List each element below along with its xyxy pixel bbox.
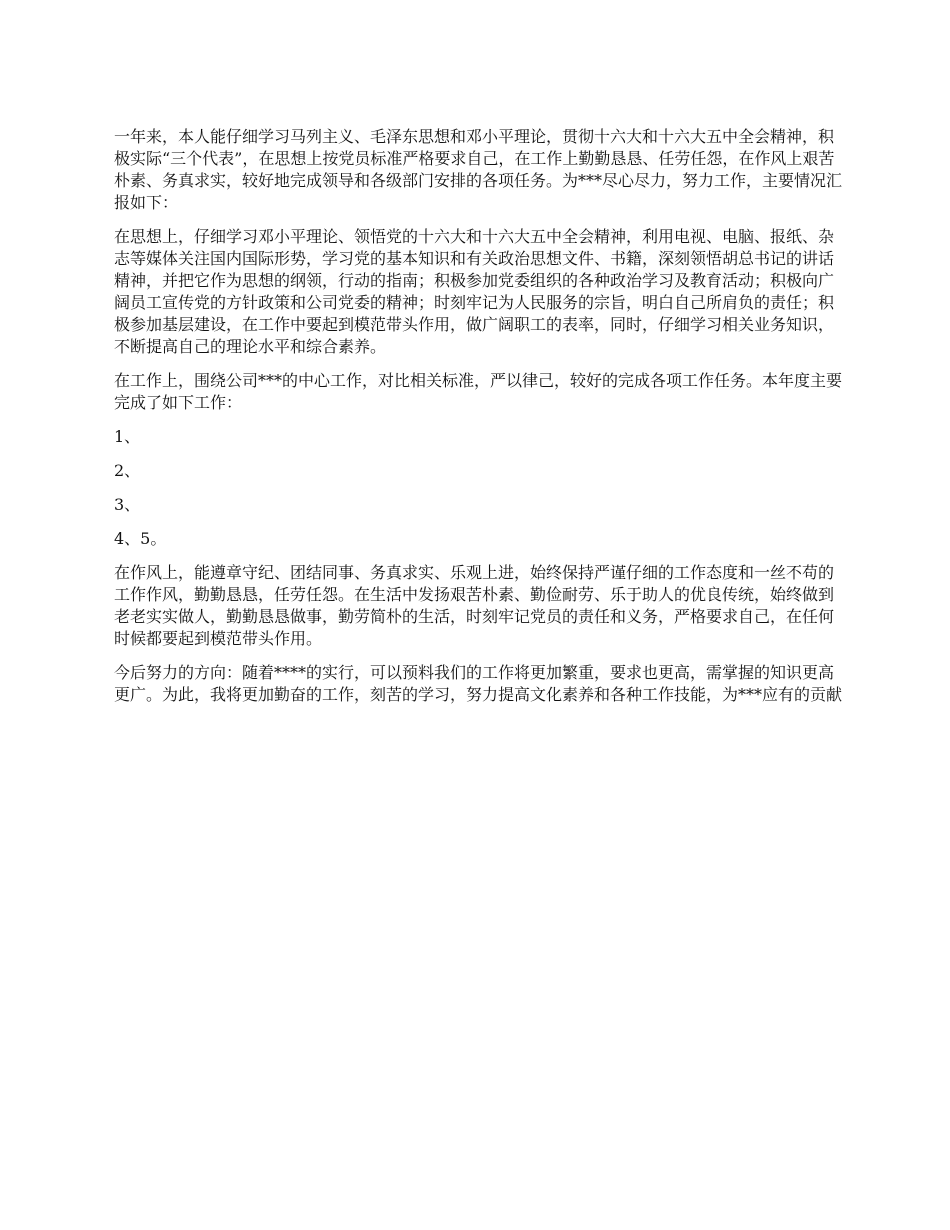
document-body bbox=[114, 126, 844, 718]
work-item-4-5: 4、5。 bbox=[114, 529, 167, 548]
work-paragraph: 在工作上，围绕公司***的中心工作，对比相关标准，严以律己，较好的完成各项工作任务。本年度主要完成了如下工作： bbox=[114, 371, 843, 412]
ideology-paragraph: 在思想上，仔细学习邓小平理论、领悟党的十六大和十六大五中全会精神，利用电视、电脑、报纸、杂志等媒体关注国内国际形势，学习党的基本知识和有关政治思想文件、书籍，深刻领悟胡总书记的讲话精神，并把它作为思想的纲领，行动的指南；积极参加党委组织的各种政治学习及教育活动；积极向广阔员工宣传党的方针政策和公司党委的精神；时刻牢记为人民服务的宗旨，明白自己所肩负的责任；积极参加基层建设，在工作中要起到模范带头作用，做广阔职工的表率，同时，仔细学习相关业务知识，不断提高自己的理论水平和综合素养。 bbox=[114, 227, 835, 356]
intro-paragraph: 一年来，本人能仔细学习马列主义、毛泽东思想和邓小平理论，贯彻十六大和十六大五中全会精神，积极实际“三个代表”，在思想上按党员标准严格要求自己，在工作上勤勤恳恳、任劳任怨，在作风上艰苦朴素、务真求实，较好地完成领导和各级部门安排的各项任务。为***尽心尽力，努力工作，主要情况汇报如下： bbox=[114, 127, 843, 212]
work-item-1: 1、 bbox=[114, 427, 141, 446]
conduct-paragraph: 在作风上，能遵章守纪、团结同事、务真求实、乐观上进，始终保持严谨仔细的工作态度和一丝不苟的工作作风，勤勤恳恳，任劳任怨。在生活中发扬艰苦朴素、勤俭耐劳、乐于助人的优良传统，始终做到老老实实做人，勤勤恳恳做事，勤劳简朴的生活，时刻牢记党员的责任和义务，严格要求自己，在任何时候都要起到模范带头作用。 bbox=[114, 563, 835, 648]
work-item-3: 3、 bbox=[114, 495, 141, 514]
work-item-2: 2、 bbox=[114, 461, 141, 480]
future-direction-paragraph: 今后努力的方向：随着****的实行，可以预料我们的工作将更加繁重，要求也更高，需掌握的知识更高更广。为此，我将更加勤奋的工作，刻苦的学习，努力提高文化素养和各种工作技能，为***应有的贡献 bbox=[114, 663, 843, 704]
